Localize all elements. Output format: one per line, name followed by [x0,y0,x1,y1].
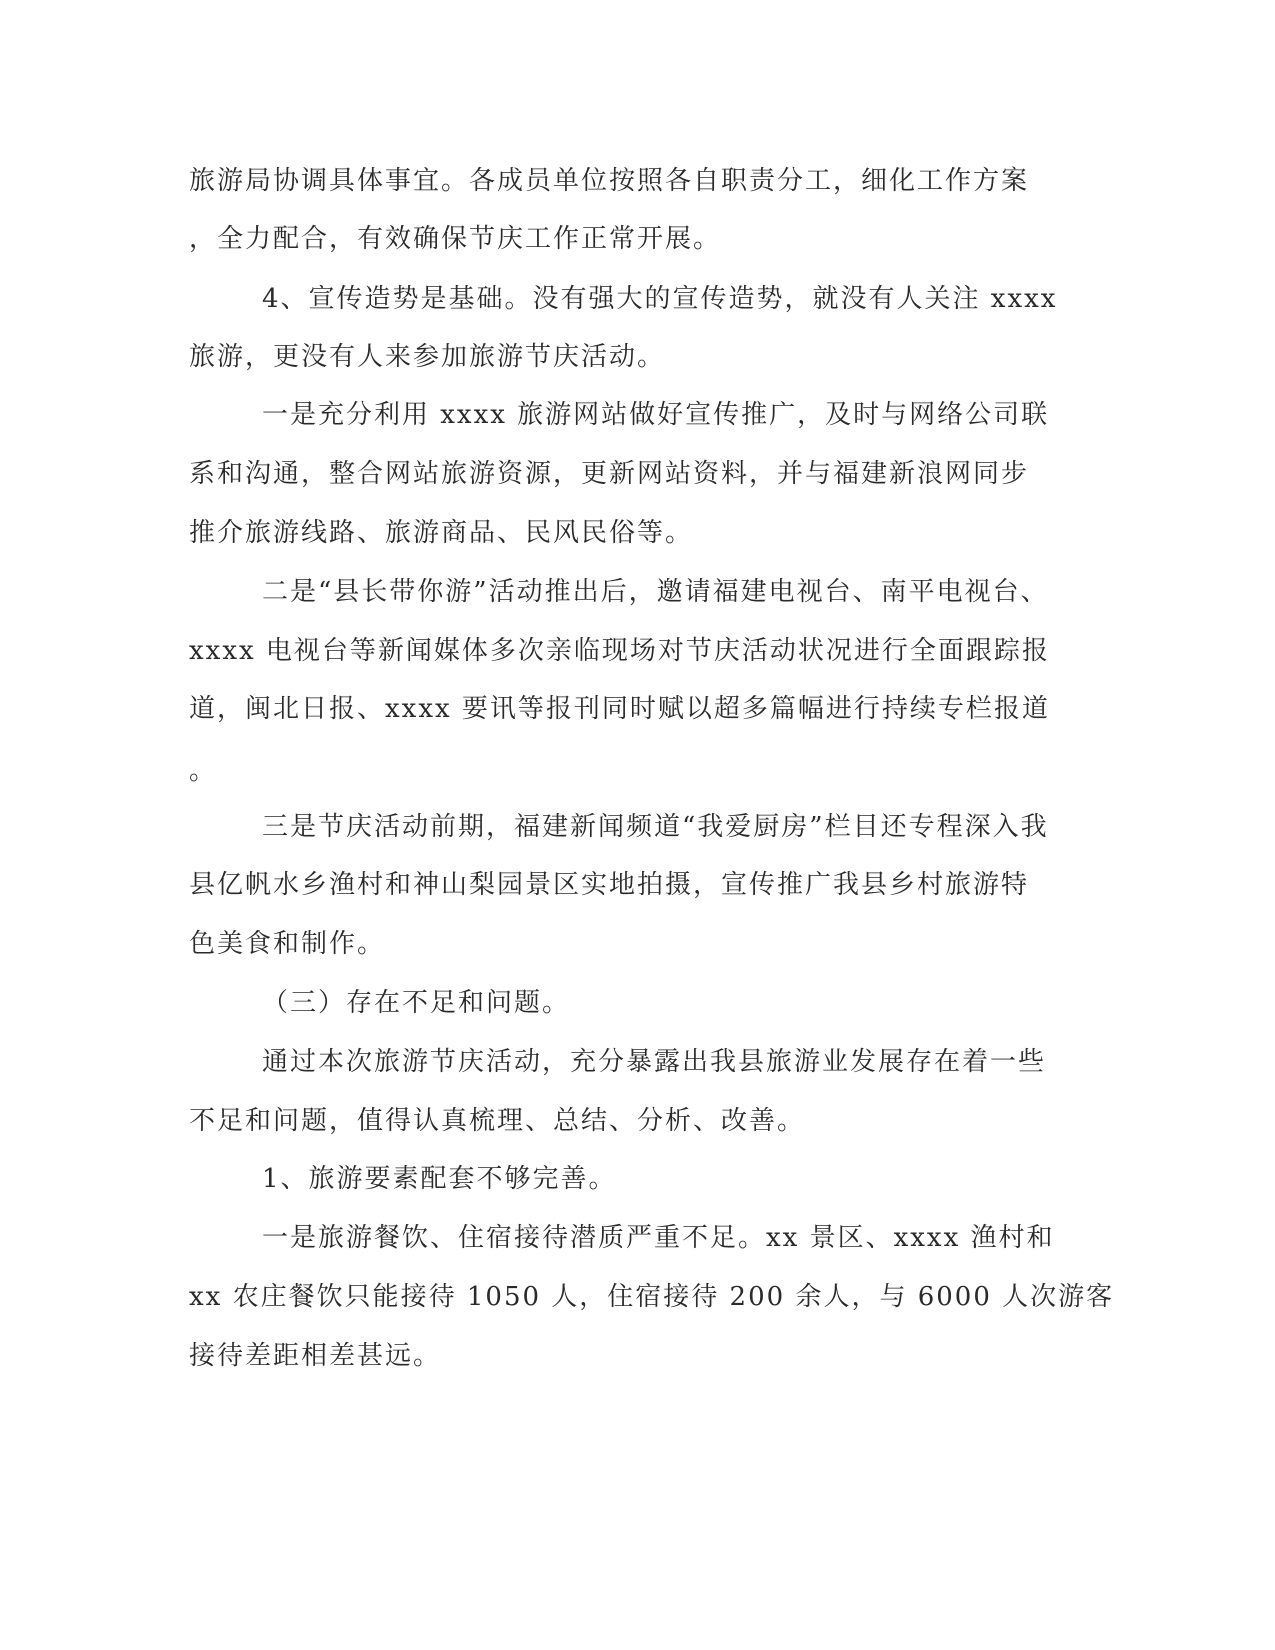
section-heading: （三）存在不足和问题。 [262,988,571,1018]
text-line: xx 农庄餐饮只能接待 1050 人，住宿接待 200 余人，与 6000 人次游客 [189,1282,1115,1312]
text-line: 二是“县长带你游”活动推出后，邀请福建电视台、南平电视台、 [262,577,1049,607]
text-line: xxxx 电视台等新闻媒体多次亲临现场对节庆活动状况进行全面跟踪报 [189,636,1050,666]
text-line: 接待差距相差甚远。 [189,1341,442,1371]
text-line: 1、旅游要素配套不够完善。 [262,1164,617,1194]
text-line: 。 [189,756,218,786]
text-line: 一是充分利用 xxxx 旅游网站做好宣传推广，及时与网络公司联 [262,400,1050,430]
text-line: 旅游局协调具体事宜。各成员单位按照各自职责分工，细化工作方案 [189,166,1030,196]
text-line: 4、宣传造势是基础。没有强大的宣传造势，就没有人关注 xxxx [262,284,1058,314]
text-line: 色美食和制作。 [189,929,386,959]
text-line: 不足和问题，值得认真梳理、总结、分析、改善。 [189,1106,806,1136]
text-line: 旅游，更没有人来参加旅游节庆活动。 [189,342,666,372]
text-line: 通过本次旅游节庆活动，充分暴露出我县旅游业发展存在着一些 [262,1047,1047,1077]
text-line: 系和沟通，整合网站旅游资源，更新网站资料，并与福建新浪网同步 [189,459,1030,489]
text-line: 推介旅游线路、旅游商品、民风民俗等。 [189,518,694,548]
text-line: 道，闽北日报、xxxx 要讯等报刊同时赋以超多篇幅进行持续专栏报道 [189,694,1050,724]
text-line: 县亿帆水乡渔村和神山梨园景区实地拍摄，宣传推广我县乡村旅游特 [189,870,1030,900]
text-line: 一是旅游餐饮、住宿接待潜质严重不足。xx 景区、xxxx 渔村和 [262,1223,1055,1253]
text-line: 三是节庆活动前期，福建新闻频道“我爱厨房”栏目还专程深入我 [262,812,1049,842]
text-line: ，全力配合，有效确保节庆工作正常开展。 [189,224,722,254]
